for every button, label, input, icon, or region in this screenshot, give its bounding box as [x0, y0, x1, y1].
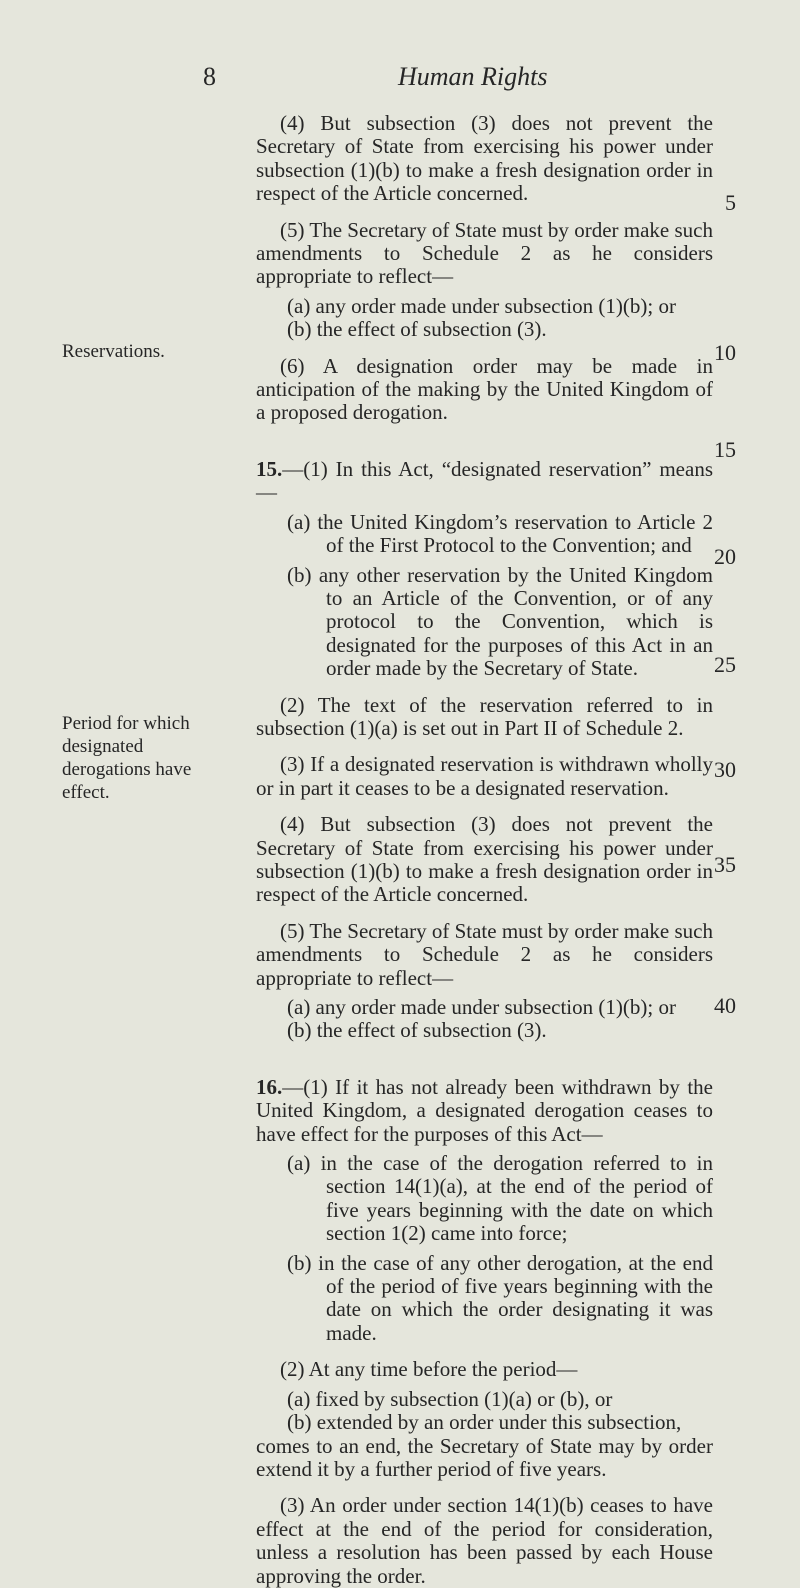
section-15-text: —(1) In this Act, “designated reservation” means—: [256, 456, 713, 505]
subsection-15-3: (3) If a designated reservation is withdrawn wholly or in part it ceases to be a designated reservation.: [256, 752, 713, 800]
running-title: Human Rights: [398, 62, 548, 91]
section-16-number: 16.: [256, 1074, 283, 1099]
section-16-text: —(1) If it has not already been withdrawn by the United Kingdom, a designated derogation ceases to have effect for the purposes of this Act—: [256, 1074, 713, 1146]
paragraph-15-5-a: (a) any order made under subsection (1)(b); or: [287, 995, 676, 1019]
section-15-number: 15.: [256, 456, 283, 481]
subsection-14-6: (6) A designation order may be made in anticipation of the making by the United Kingdom of a proposed derogation.: [256, 353, 713, 425]
line-number: 40: [714, 993, 736, 1018]
subsection-14-4: (4) But subsection (3) does not prevent the Secretary of State from exercising his power under subsection (1)(b) to make a fresh designation order in respect of the Article concerned.: [256, 111, 713, 206]
paragraph-16-1-a: (a) in the case of the derogation referred to in section 14(1)(a), at the end of the period of five years beginning with the date on which section 1(2) came into force;: [287, 1151, 713, 1246]
paragraph-16-2-b: (b) extended by an order under this subsection,: [287, 1410, 682, 1435]
margin-note-period-for-derogations: Period for which designated derogations have effect.: [62, 713, 192, 803]
line-number: 30: [714, 757, 736, 782]
paragraph-14-5-a: (a) any order made under subsection (1)(b); or: [287, 293, 676, 318]
paragraph-15-1-a: (a) the United Kingdom’s reservation to Article 2 of the First Protocol to the Convention; and: [287, 509, 713, 558]
paragraph-16-2-a: (a) fixed by subsection (1)(a) or (b), or: [287, 1386, 613, 1411]
paragraph-15-1-b: (b) any other reservation by the United Kingdom to an Article of the Convention, or of any protocol to the Convention, which is designated for the purposes of this Act in an order made by the Secretary of State.: [287, 562, 713, 681]
subsection-14-5: (5) The Secretary of State must by order make such amendments to Schedule 2 as he considers appropriate to reflect—: [256, 217, 713, 289]
subsection-15-5: (5) The Secretary of State must by order make such amendments to Schedule 2 as he considers appropriate to reflect—: [256, 918, 713, 990]
paragraph-14-5-b: (b) the effect of subsection (3).: [287, 317, 547, 342]
page-number: 8: [203, 62, 216, 91]
paragraph-15-5-b: (b) the effect of subsection (3).: [287, 1018, 547, 1043]
line-number: 35: [714, 852, 736, 877]
line-number: 25: [714, 652, 736, 677]
subsection-16-2-closing: comes to an end, the Secretary of State may by order extend it by a further period of five years.: [256, 1433, 713, 1481]
subsection-15-4: (4) But subsection (3) does not prevent the Secretary of State from exercising his power under subsection (1)(b) to make a fresh designation order in respect of the Article concerned.: [256, 812, 713, 907]
line-number: 5: [725, 190, 736, 215]
line-number: 15: [714, 437, 736, 462]
paragraph-16-1-b: (b) in the case of any other derogation, at the end of the period of five years beginning with the date on which the order designating it was made.: [287, 1250, 713, 1345]
section-15: [256, 458, 713, 505]
subsection-15-2: (2) The text of the reservation referred to in subsection (1)(a) is set out in Part II of Schedule 2.: [256, 692, 713, 740]
margin-note-reservations: Reservations.: [62, 341, 165, 362]
body-text: [256, 112, 713, 1588]
subsection-16-2: (2) At any time before the period—: [280, 1357, 578, 1382]
line-number: 20: [714, 544, 736, 569]
section-16: [256, 1076, 713, 1146]
line-number: 10: [714, 340, 736, 365]
subsection-16-3: (3) An order under section 14(1)(b) ceases to have effect at the end of the period for consideration, unless a resolution has been passed by each House approving the order.: [256, 1493, 713, 1588]
